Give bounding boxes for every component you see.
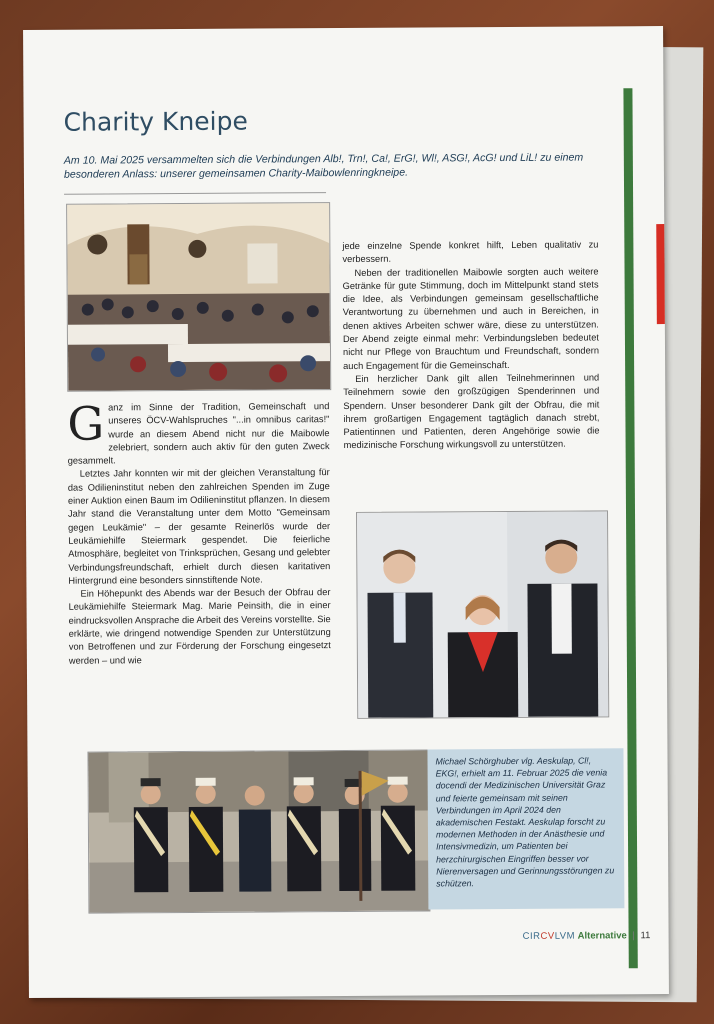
- article-title: Charity Kneipe: [63, 106, 248, 137]
- brand-part-accent: CV: [540, 930, 555, 942]
- green-edge-bar: [623, 88, 637, 968]
- brand-part: CIR: [522, 930, 541, 942]
- article-paragraph: Ein herzlicher Dank gilt allen Teilnehmerinnen und Teilnehmern sowie den großzügigen Spenderinnen und Spendern. Unser besonderer Dank gilt der Obfrau, die mit ihrem großartigen Engagement tagtäglich danach strebt, Patientinnen und Patienten, deren Angehörige sowie die medizinische Forschung wirkungsvoll zu unterstützen.: [343, 372, 600, 451]
- intro-divider: [64, 192, 326, 195]
- article-column-left: [67, 396, 331, 668]
- paragraph-text: anz im Sinne der Tradition, Gemeinschaft und unseres ÖCV-Wahlspruches "...in omnibus caritas!" wurde an diesem Abend nicht nur die Maibowle zelebriert, sondern auch aktiv für den guten Zweck gesammelt.: [67, 401, 330, 466]
- magazine-page: [23, 26, 669, 998]
- article-paragraph: Neben der traditionellen Maibowle sorgten auch weitere Getränke für gute Stimmung, doch im Mittelpunkt stand stets die Idee, als Verbindungen gemeinsam gesellschaftliche Verantwortung zu übernehmen und auch in Bereichen, in denen aktives Arbeiten schwer wäre, diese zu unterstützen. Der Abend zeigte einmal mehr: Verbindungsleben bedeutet nicht nur Pflege von Brauchtum und Freundschaft, sondern auch Engagement für die Gemeinschaft.: [342, 266, 600, 371]
- article-paragraph: Ein Höhepunkt des Abends war der Besuch der Obfrau der Leukämiehilfe Steiermark Mag. Marie Peinsith, die in einer eindrucksvollen Ansprache die Arbeit des Vereins vorstellte. Sie erklärte, wie dringend notwendige Spenden zur Unterstützung von Betroffenen und zur Förderung der Forschung eingesetzt werden – und wie: [68, 587, 331, 666]
- drop-cap: G: [67, 396, 105, 451]
- magazine-brand: [523, 931, 575, 942]
- brand-part: LVM: [554, 930, 576, 942]
- photo-caption: Michael Schörghuber vlg. Aeskulap, Cl!, EKG!, erhielt am 11. Februar 2025 die venia docendi der Medizinischen Universität Graz und feierte gemeinsam mit seinen Verbindungen im April 2024 den akademischen Festakt. Aeskulap forscht zu modernen Methoden in der Anästhesie und Intensivmedizin, um Patienten bei herzchirurgischen Eingriffen besser vor Nierenversagen und Gerinnungsstörungen zu schützen.: [427, 748, 624, 909]
- article-paragraph: jede einzelne Spende konkret hilft, Leben qualitativ zu verbessern.: [342, 239, 599, 265]
- footer-separator: |: [632, 930, 635, 942]
- event-hall-photo: [66, 202, 331, 392]
- article-paragraph: [67, 396, 330, 468]
- page-footer: [523, 930, 651, 942]
- page-number: 11: [640, 930, 651, 942]
- fraternity-group-photo: [87, 749, 430, 913]
- portrait-group-photo: [356, 510, 609, 719]
- section-name: Alternative: [577, 930, 627, 942]
- article-paragraph: Letztes Jahr konnten wir mit der gleichen Veranstaltung für das Odilieninstitut neben den zahlreichen Spenden im Zuge einer Auktion einen Baum im Odilieninstitut pflanzen. In diesem Jahr stand die Veranstaltung unter dem Motto "Gemeinsam gegen Leukämie" – der gesamte Reinerlös wurde der Leukämiehilfe Steiermark gespendet. Die feierliche Atmosphäre, begleitet von Trinksprüchen, Gesang und gelebter Verbindungsfreundschaft, erhielt durch diesen karitativen Hintergrund eine besonders sinnstiftende Note.: [67, 467, 331, 586]
- article-intro: Am 10. Mai 2025 versammelten sich die Verbindungen Alb!, Trn!, Ca!, ErG!, Wl!, ASG!, AcG! und LiL! zu einem besonderen Anlass: unserer gemeinsamen Charity-Maibowlenringkneipe.: [63, 151, 584, 181]
- red-edge-tab: [656, 224, 665, 324]
- article-column-right: [342, 238, 599, 452]
